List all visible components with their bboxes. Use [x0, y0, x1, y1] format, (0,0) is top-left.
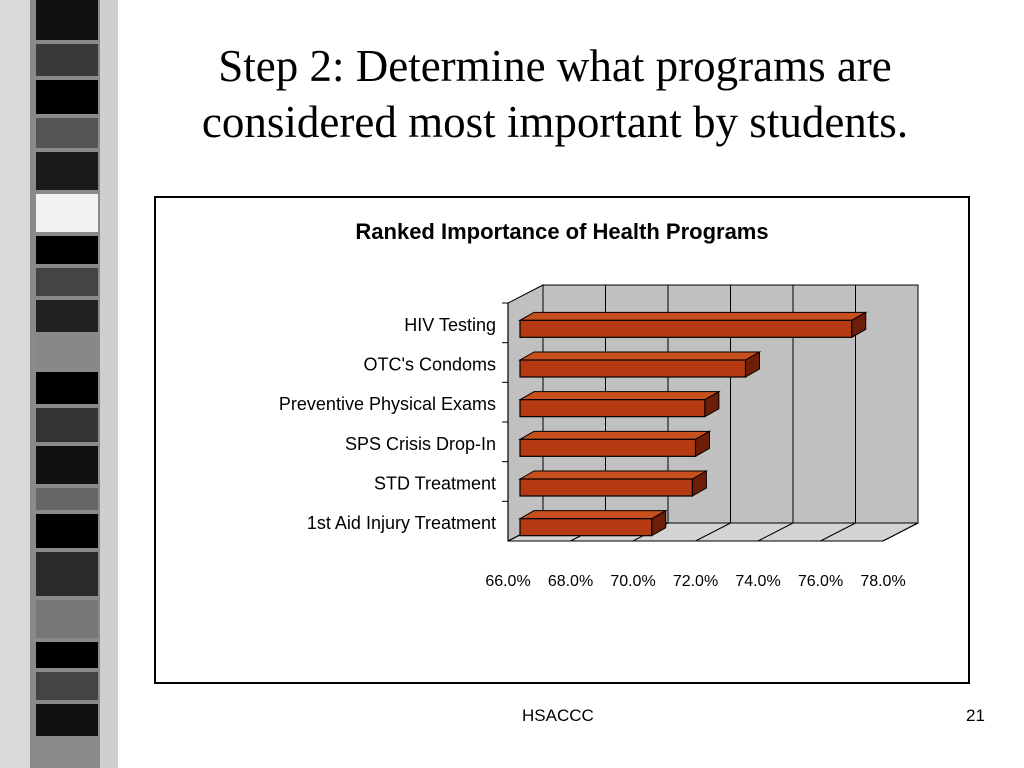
bar [520, 519, 652, 536]
category-label: OTC's Condoms [363, 354, 496, 375]
strip-block [36, 488, 98, 510]
bar-top [520, 471, 706, 479]
strip-block [36, 268, 98, 296]
strip-block [36, 408, 98, 442]
category-label: Preventive Physical Exams [278, 394, 496, 415]
slide-title-line-2: considered most important by students. [201, 97, 909, 147]
category-label: 1st Aid Injury Treatment [306, 513, 496, 534]
strip-block [36, 446, 98, 484]
x-tick-label: 72.0% [672, 573, 719, 590]
strip-block [36, 552, 98, 596]
bar-top [520, 312, 866, 320]
slide-title-line-1: Step 2: Determine what programs are [218, 41, 892, 91]
category-label: HIV Testing [404, 314, 496, 335]
page-number: 21 [966, 706, 985, 725]
category-label: SPS Crisis Drop-In [344, 433, 496, 454]
strip-block [36, 600, 98, 638]
chart-title: Ranked Importance of Health Programs [355, 219, 769, 244]
strip-block [36, 0, 98, 40]
footer-text: HSACCC [522, 706, 594, 725]
bar-top [520, 431, 710, 439]
x-tick-label: 70.0% [610, 573, 656, 590]
x-tick-label: 76.0% [797, 573, 844, 590]
strip-block [36, 44, 98, 76]
bar [520, 439, 696, 456]
bar [520, 479, 692, 496]
chart-frame [154, 196, 970, 684]
strip-block [36, 642, 98, 668]
strip-block [36, 672, 98, 700]
slide-title [130, 38, 980, 150]
strip-block [36, 80, 98, 114]
x-tick-label: 66.0% [485, 573, 531, 590]
bar-top [520, 392, 719, 400]
strip-block [36, 300, 98, 332]
x-tick-label: 74.0% [735, 573, 781, 590]
strip-block [36, 704, 98, 736]
strip-block [36, 194, 98, 232]
decorative-side-strip [0, 0, 118, 768]
category-label: STD Treatment [373, 473, 496, 494]
strip-block [36, 372, 98, 404]
x-tick-label: 78.0% [860, 573, 906, 590]
bar-top [520, 511, 666, 519]
bar [520, 400, 705, 417]
strip-block [36, 118, 98, 148]
bar-chart [156, 198, 968, 682]
bar [520, 320, 852, 337]
bar [520, 360, 746, 377]
strip-block [36, 152, 98, 190]
strip-block [36, 514, 98, 548]
bar-top [520, 352, 760, 360]
strip-block [36, 336, 98, 368]
x-tick-label: 68.0% [547, 573, 594, 590]
strip-block [36, 236, 98, 264]
